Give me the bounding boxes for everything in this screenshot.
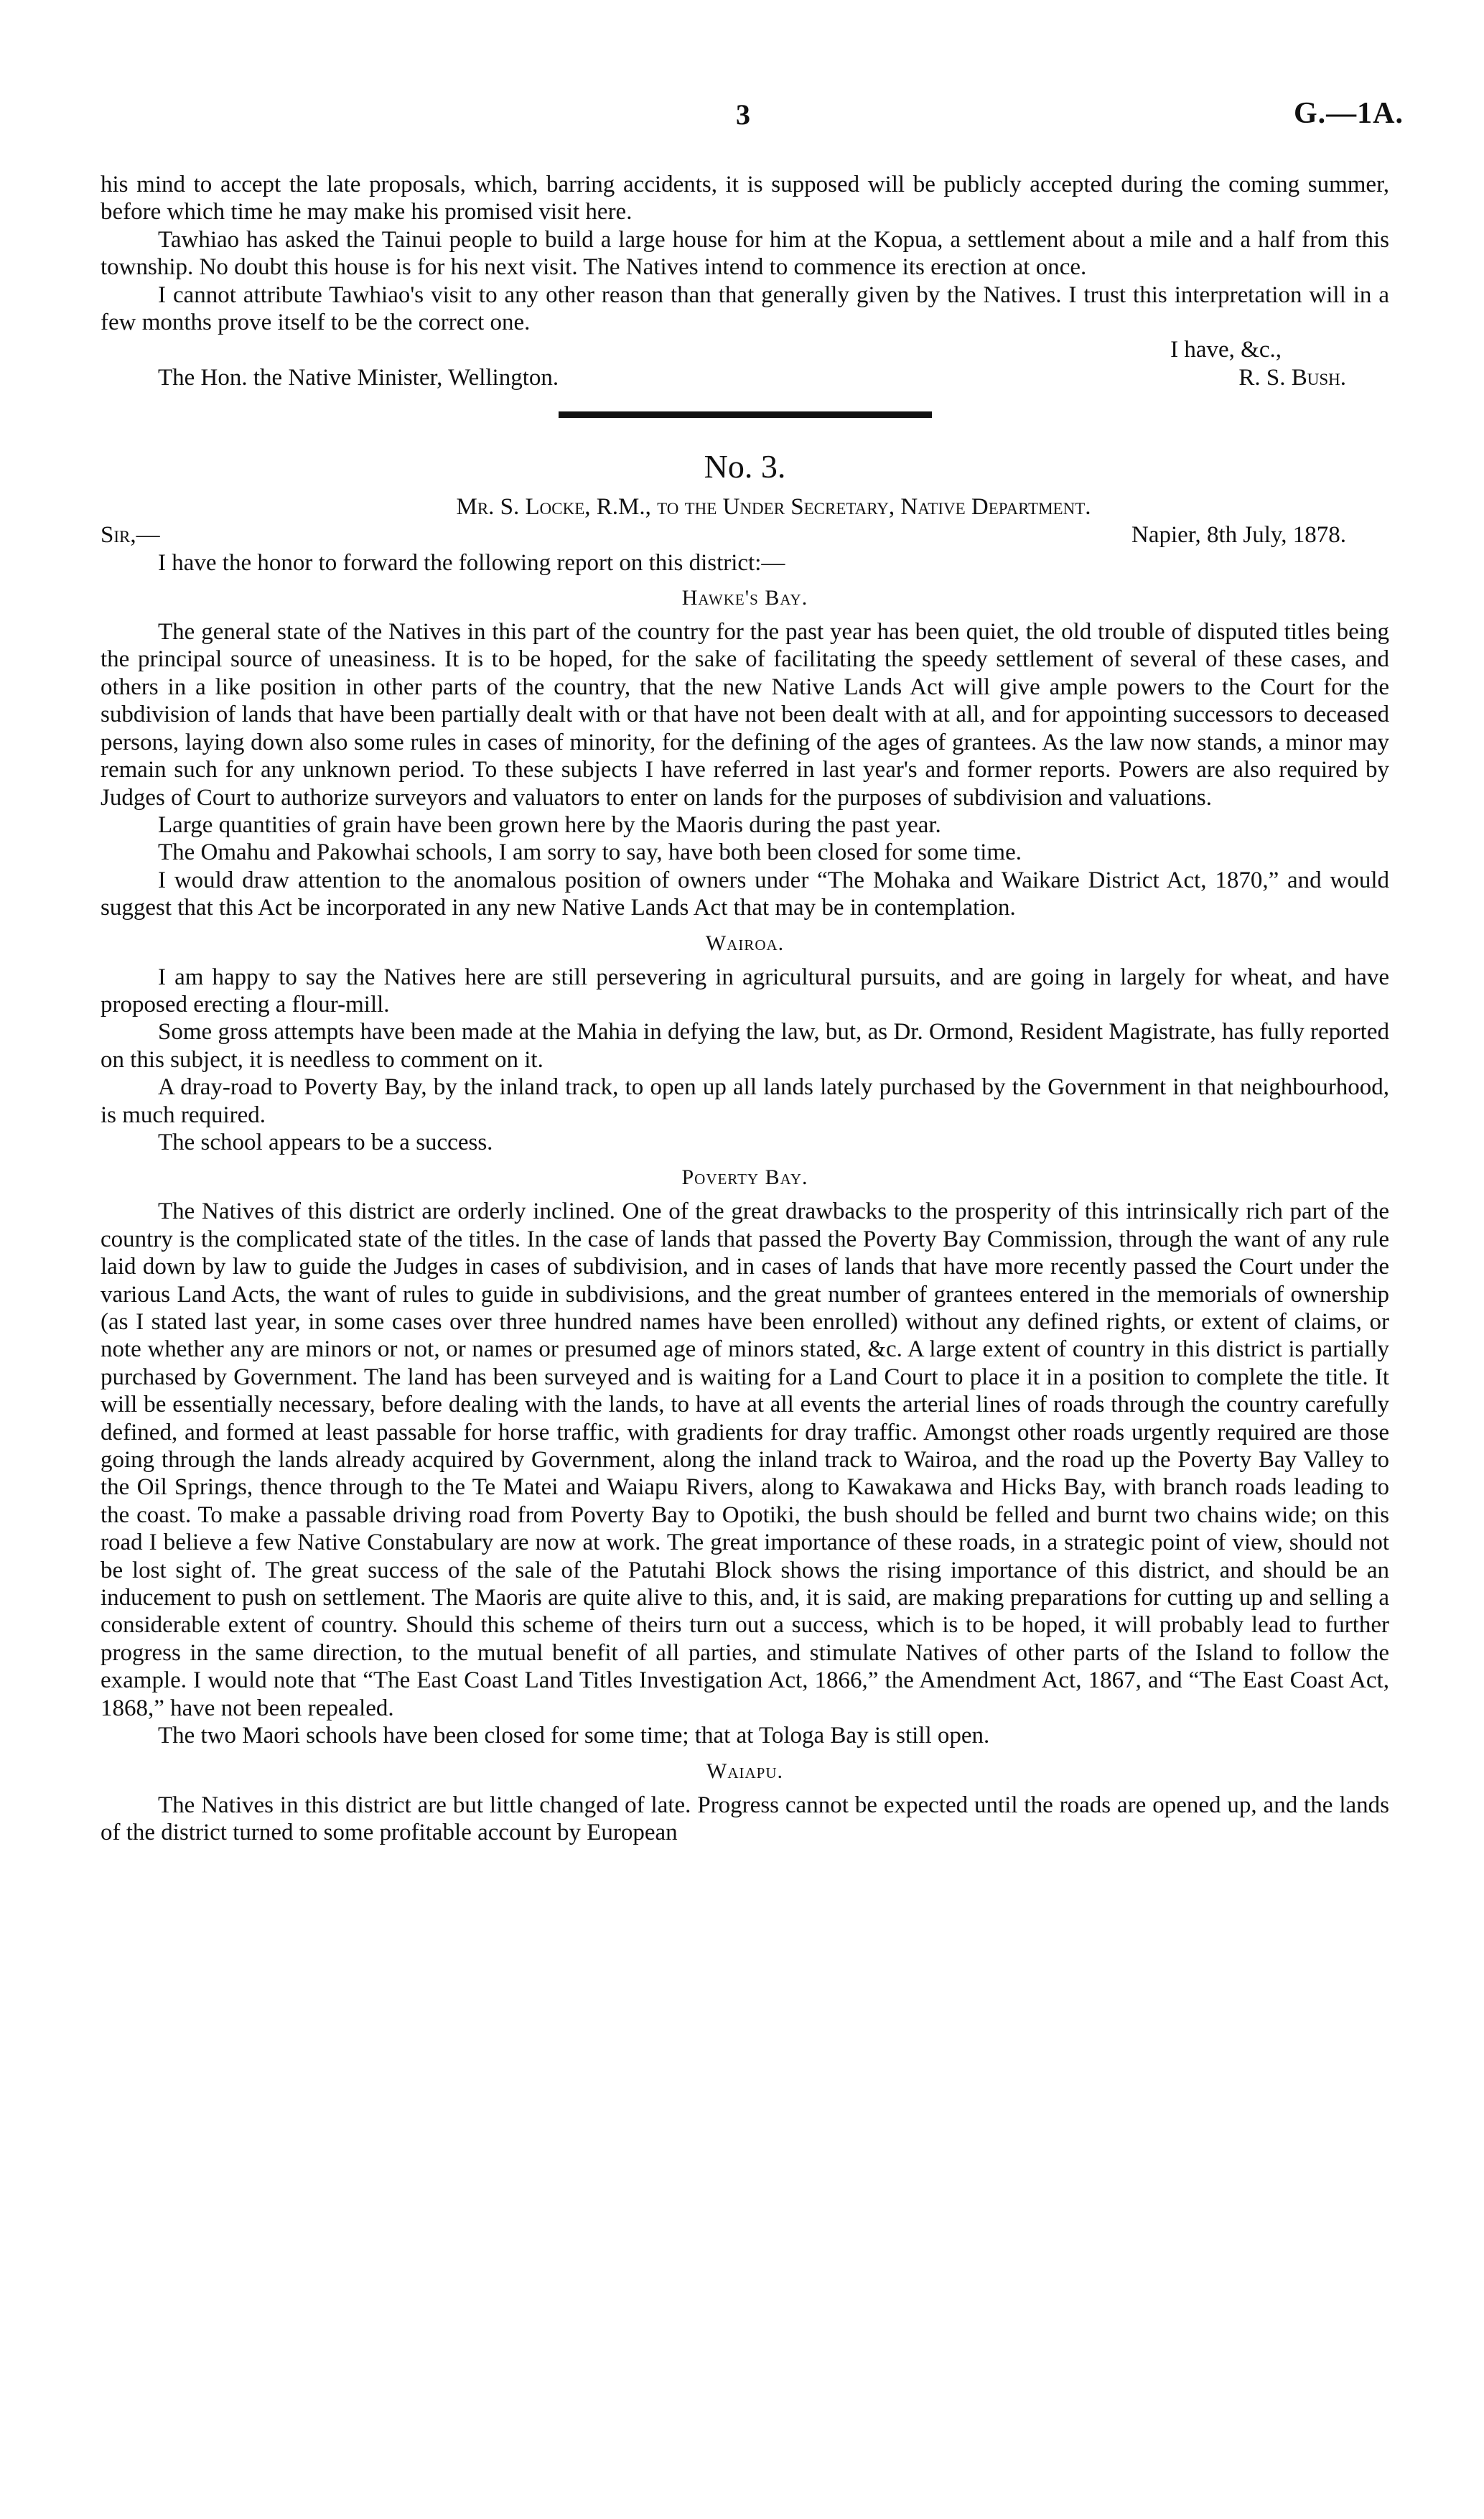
letter-closing: I have, &c., <box>1170 337 1282 363</box>
paragraph: A dray-road to Poverty Bay, by the inland track, to open up all lands lately purchased by the Government in that neighbourhood, is much required. <box>101 1074 1389 1128</box>
addressee-signature-line <box>101 364 1389 391</box>
paragraph-tawhiao-visit: I cannot attribute Tawhiao's visit to any other reason than that generally given by the Natives. I trust this interpretation will in a few months prove itself to be the correct one. <box>101 281 1389 336</box>
letter-intro: I have the honor to forward the following report on this district:— <box>158 549 785 576</box>
document-reference: G.—1A. <box>1294 97 1404 130</box>
letter-number: No. 3. <box>704 448 786 485</box>
section-heading-waiapu: Waiapu. <box>706 1759 783 1783</box>
paragraph: Large quantities of grain have been grown here by the Maoris during the past year. <box>158 811 941 838</box>
paragraph: The Natives in this district are but little changed of late. Progress cannot be expected until the roads are opened up, and the lands of the district turned to some profitable account by European <box>101 1792 1389 1845</box>
paragraph: The general state of the Natives in this part of the country for the past year has been quiet, the old trouble of disputed titles being the principal source of uneasiness. It is to be hoped, for the sake of facilitating the speedy settlement of several of these cases, and others in a like position in other parts of the country, that the new Native Lands Act will give ample powers to the Court for the subdivision of lands that have been partially dealt with or that have not been dealt with at all, and for appointing successors to deceased persons, laying down also some rules in cases of minority, for the defining of the ages of grantees. As the law now stands, a minor may remain such for any unknown period. To these subjects I have referred in last year's and former reports. Powers are also required by Judges of Court to authorize surveyors and valuators to enter on lands for the purposes of subdivision and valuations. <box>101 619 1389 811</box>
paragraph: I am happy to say the Natives here are still persevering in agricultural pursuits, and are going in largely for wheat, and have proposed erecting a flour-mill. <box>101 964 1389 1018</box>
page-content <box>101 171 1389 1846</box>
letter-date: Napier, 8th July, 1878. <box>1131 522 1346 549</box>
salutation-date-line <box>101 521 1389 549</box>
section-heading-wairoa: Wairoa. <box>705 931 785 955</box>
section-heading-hawkes-bay: Hawke's Bay. <box>681 586 808 610</box>
section-divider <box>559 411 932 418</box>
page-number: 3 <box>736 98 750 131</box>
salutation: Sir,— <box>101 522 160 549</box>
paragraph: The Natives of this district are orderly inclined. One of the great drawbacks to the prosperity of this intrinsically rich part of the country is the complicated state of the titles. In the case of lands that passed the Poverty Bay Commission, through the want of any rule laid down by law to guide the Judges in cases of subdivision, and in cases of lands that have more recently passed the Court under the various Land Acts, the want of rules to guide in subdivisions, and the great number of grantees entered in the memorials of ownership (as I stated last year, in some cases over three hundred names have been enrolled) without any defined rights, or extent of claims, or note whether any are minors or not, or names or presumed age of minors stated, &c. A large extent of country in this district is partially purchased by Government. The land has been surveyed and is waiting for a Land Court to place it in a position to complete the title. It will be essentially necessary, before dealing with the lands, to have at all events the arterial lines of roads through the country carefully defined, and formed at least passable for horse traffic, with gradients for dray traffic. Amongst other roads urgently required are those going through the lands already acquired by Government, along the inland track to Wairoa, and the road up the Poverty Bay Valley to the Oil Springs, thence through to the Te Matei and Waiapu Rivers, along to Kawakawa and Hicks Bay, with branch roads leading to the coast. To make a passable driving road from Poverty Bay to Opotiki, the bush should be felled and burnt two chains wide; on this road I believe a few Native Constabulary are now at work. The great importance of these roads, in a strategic point of view, should not be lost sight of. The great success of the sale of the Patutahi Block shows the rising importance of this district, and should be an inducement to push on settlement. The Maoris are quite alive to this, and, it is said, are making preparations for cutting up and selling a considerable extent of country. Should this scheme of theirs turn out a success, which is to be hoped, it will probably lead to further progress in the same direction, to the mutual benefit of all parties, and stimulate Natives of other parts of the Island to follow the example. I would note that “The East Coast Land Titles Investigation Act, 1866,” the Amendment Act, 1867, and “The East Coast Act, 1868,” have not been repealed. <box>101 1198 1389 1721</box>
section-heading-poverty-bay: Poverty Bay. <box>681 1165 808 1190</box>
signature: R. S. Bush. <box>1238 364 1346 391</box>
paragraph: The Omahu and Pakowhai schools, I am sorry to say, have both been closed for some time. <box>158 839 1022 866</box>
paragraph: The two Maori schools have been closed for some time; that at Tologa Bay is still open. <box>158 1723 990 1749</box>
paragraph-tainui-house: Tawhiao has asked the Tainui people to build a large house for him at the Kopua, a settlement about a mile and a half from this township. No doubt this house is for his next visit. The Natives intend to commence its erection at once. <box>101 226 1389 281</box>
paragraph: I would draw attention to the anomalous position of owners under “The Mohaka and Waikare District Act, 1870,” and would suggest that this Act be incorporated in any new Native Lands Act that may be in contemplation. <box>101 867 1389 921</box>
continuation-paragraph: his mind to accept the late proposals, which, barring accidents, it is supposed will be publicly accepted during the coming summer, before which time he may make his promised visit here. <box>101 172 1389 225</box>
letter-heading: Mr. S. Locke, R.M., to the Under Secretary, Native Department. <box>456 494 1091 521</box>
paragraph: The school appears to be a success. <box>158 1129 493 1155</box>
addressee: The Hon. the Native Minister, Wellington. <box>158 364 559 391</box>
paragraph: Some gross attempts have been made at the Mahia in defying the law, but, as Dr. Ormond, Resident Magistrate, has fully reported on this subject, it is needless to comment on it. <box>101 1019 1389 1073</box>
